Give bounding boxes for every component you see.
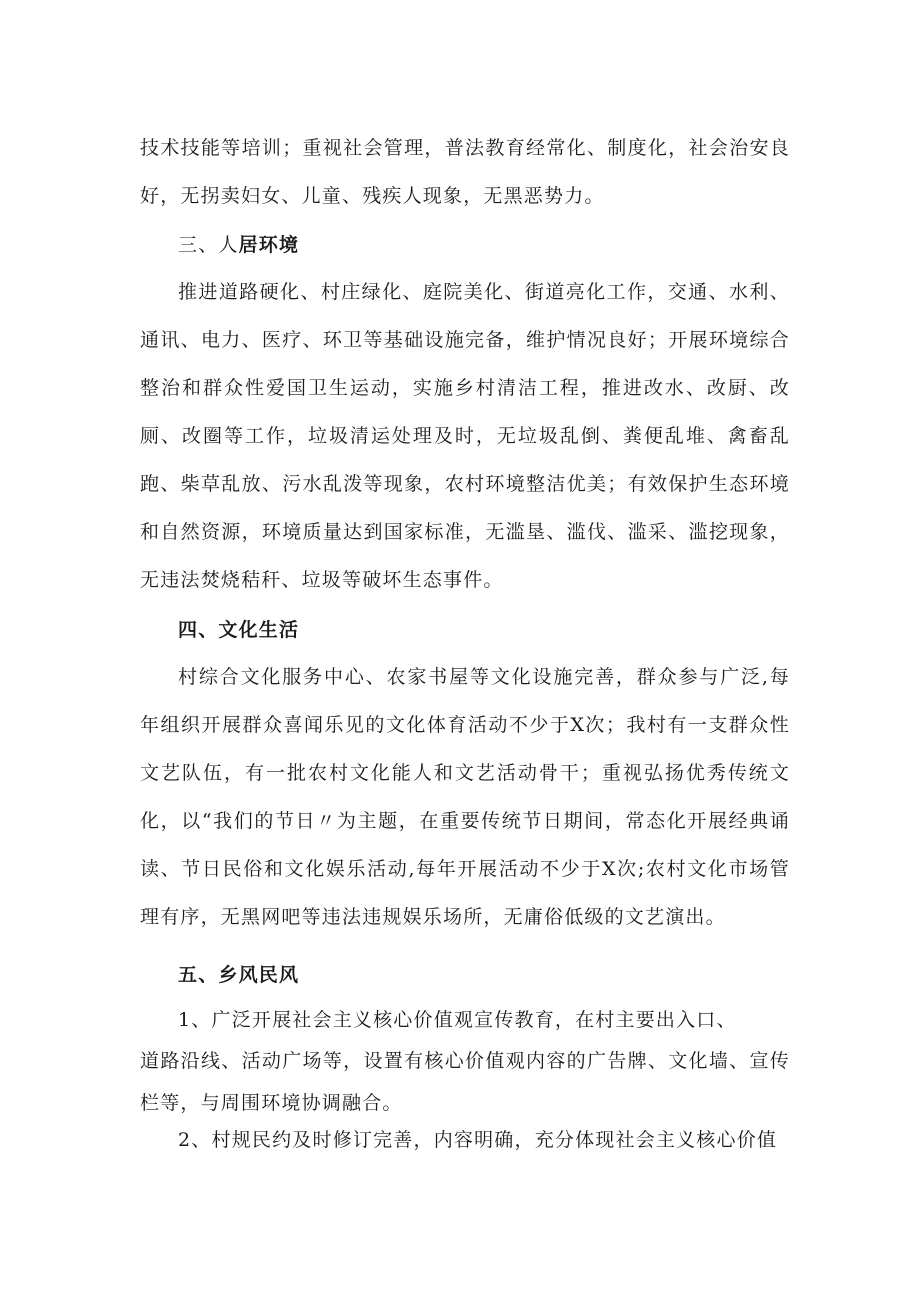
paragraph-cultural-life: 村综合文化服务中心、农家书屋等文化设施完善，群众参与广泛,每年组织开展群众喜闻乐见的文化体育活动不少于X次；我村有一支群众性文艺队伍，有一批农村文化能人和文艺活动骨干；重视弘扬优秀传统文化，以“我们的节日〃为主题，在重要传统节日期间，常态化开展经典诵读、节日民俗和文化娱乐活动,每年开展活动不少于X次;农村文化市场管理有序，无黑网吧等违法违规娱乐场所，无庸俗低级的文艺演出。 bbox=[140, 666, 790, 928]
heading-rest: 居环境 bbox=[238, 234, 300, 256]
list-item-1-continuation: 道路沿线、活动广场等，设置有核心价值观内容的广告牌、文化墙、宣传栏等，与周围环境协调融合。 bbox=[140, 1050, 790, 1114]
paragraph-continuation: 技术技能等培训；重视社会管理，普法教育经常化、制度化，社会治安良好，无拐卖妇女、儿童、残疾人现象，无黑恶势力。 bbox=[140, 137, 790, 207]
heading-prefix: 三、人 bbox=[178, 234, 239, 256]
section-heading-village-customs: 五、乡风民风 bbox=[178, 964, 300, 986]
list-item-2: 2、村规民约及时修订完善，内容明确，充分体现社会主义核心价值 bbox=[178, 1129, 778, 1151]
list-item-1-first-line: 1、广泛开展社会主义核心价值观宣传教育，在村主要出入口、 bbox=[178, 1009, 737, 1031]
paragraph-living-environment: 推进道路硬化、村庄绿化、庭院美化、街道亮化工作，交通、水利、通讯、电力、医疗、环卫等基础设施完备，维护情况良好；开展环境综合整治和群众性爱国卫生运动，实施乡村清洁工程，推进改水、改厨、改厕、改圈等工作，垃圾清运处理及时，无垃圾乱倒、粪便乱堆、禽畜乱跑、柴草乱放、污水乱泼等现象，农村环境整洁优美；有效保护生态环境和自然资源，环境质量达到国家标准，无滥垦、滥伐、滥采、滥挖现象，无违法焚烧秸秆、垃圾等破坏生态事件。 bbox=[140, 281, 790, 591]
section-heading-cultural-life: 四、文化生活 bbox=[178, 619, 300, 641]
section-heading-living-environment bbox=[178, 230, 299, 257]
